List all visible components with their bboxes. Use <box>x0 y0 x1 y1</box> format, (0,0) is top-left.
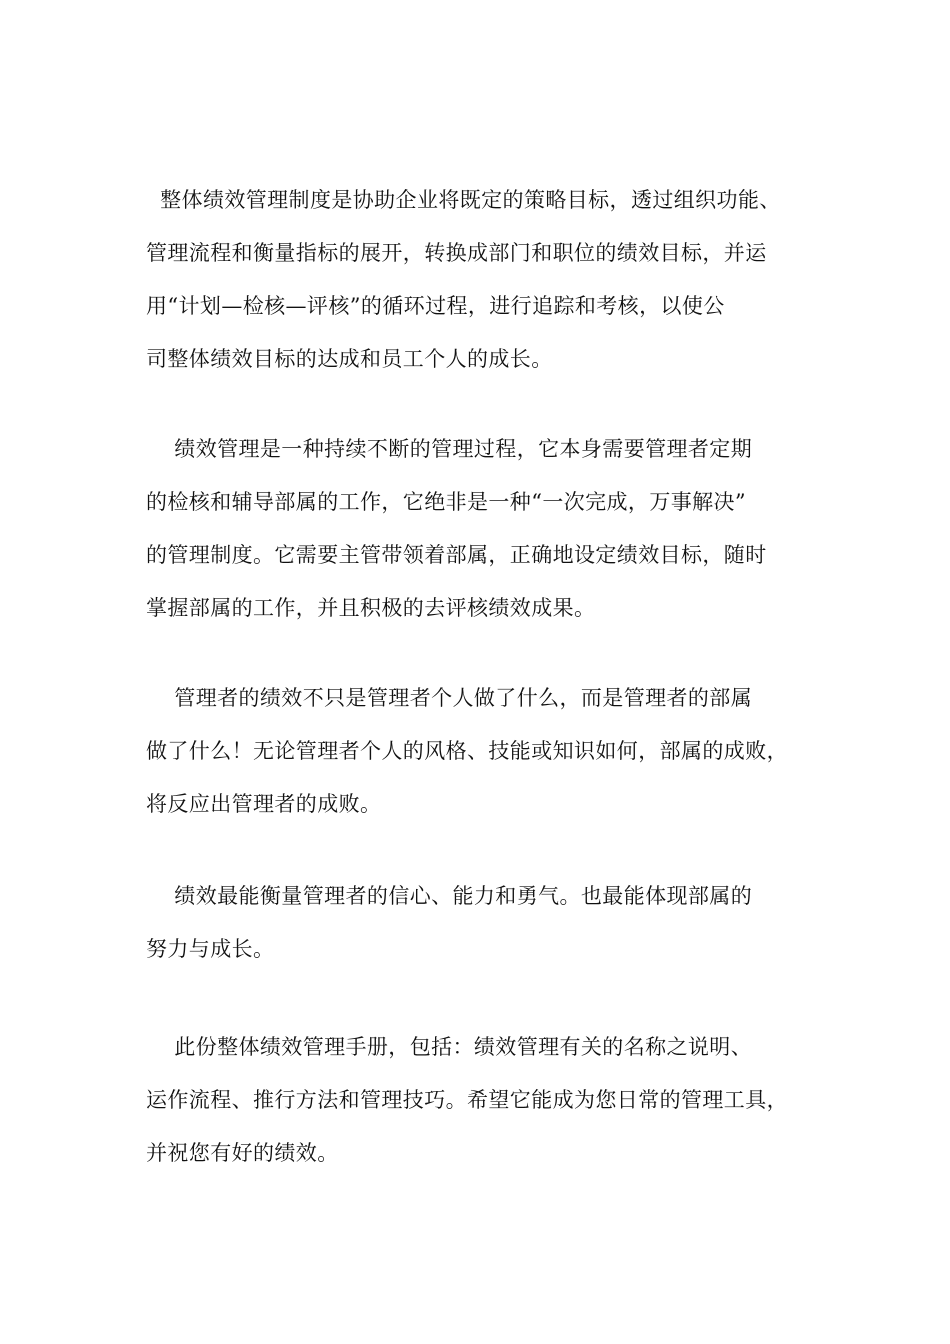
paragraph-line: 此份整体绩效管理手册，包括：绩效管理有关的名称之说明、 <box>146 1035 753 1059</box>
paragraph-line: 管理流程和衡量指标的展开，转换成部门和职位的绩效目标，并运 <box>146 241 767 265</box>
paragraph-measure <box>146 870 846 976</box>
paragraph-line: 将反应出管理者的成败。 <box>146 792 382 816</box>
paragraph-line: 的检核和辅导部属的工作，它绝非是一种“一次完成，万事解决” <box>146 490 747 514</box>
paragraph-line: 努力与成长。 <box>146 937 275 961</box>
paragraph-continuous-process <box>146 423 846 635</box>
paragraph-manager-performance <box>146 672 846 831</box>
paragraph-line: 做了什么！无论管理者个人的风格、技能或知识如何，部属的成败， <box>146 739 788 763</box>
paragraph-line: 掌握部属的工作，并且积极的去评核绩效成果。 <box>146 596 596 620</box>
paragraph-line: 整体绩效管理制度是协助企业将既定的策略目标，透过组织功能、 <box>146 188 781 212</box>
paragraph-line: 绩效最能衡量管理者的信心、能力和勇气。也最能体现部属的 <box>146 884 753 908</box>
paragraph-line: 用“计划—检核—评核”的循环过程，进行追踪和考核，以使公 <box>146 294 725 318</box>
paragraph-line: 的管理制度。它需要主管带领着部属，正确地设定绩效目标，随时 <box>146 543 767 567</box>
paragraph-line: 绩效管理是一种持续不断的管理过程，它本身需要管理者定期 <box>146 437 753 461</box>
paragraph-line: 运作流程、推行方法和管理技巧。希望它能成为您日常的管理工具， <box>146 1088 788 1112</box>
paragraph-line: 司整体绩效目标的达成和员工个人的成长。 <box>146 347 553 371</box>
paragraph-intro <box>146 174 846 386</box>
paragraph-line: 管理者的绩效不只是管理者个人做了什么，而是管理者的部属 <box>146 686 753 710</box>
paragraph-line: 并祝您有好的绩效。 <box>146 1141 339 1165</box>
paragraph-handbook <box>146 1021 846 1180</box>
